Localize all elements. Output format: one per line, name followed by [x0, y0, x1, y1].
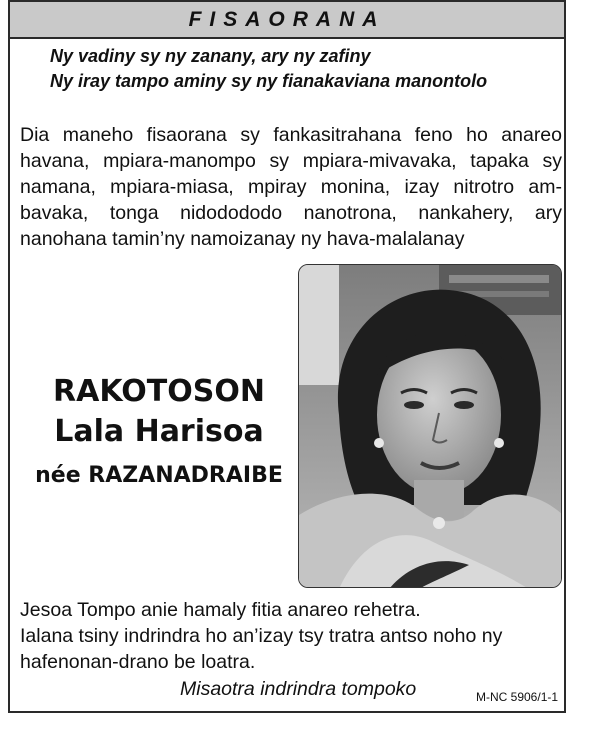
deceased-given-names: Lala Harisoa [54, 414, 264, 449]
intro-line-2: Ny iray tampo aminy sy ny fianakaviana manontolo [50, 71, 488, 91]
reference-code: M-NC 5906/1-1 [476, 690, 559, 704]
notice-title: FISAORANA [188, 7, 386, 31]
intro-line-1: Ny vadiny sy ny zanany, ary ny zafiny [50, 46, 371, 66]
thanks-paragraph: Dia maneho fisaorana sy fankasitrahana feno ho anareo havana, mpiara-manompo sy mpiara-mivavaka, tapaka sy namana, mpiara-miasa, mpiray monina, izay nitrotro am-bavaka, tonga nidodododo nanotrona, nankahery, ary nanohana tamin’ny namoizanay ny hava-malalanay [20, 124, 562, 250]
deceased-name-block [20, 372, 298, 496]
closing-line-1: Jesoa Tompo anie hamaly fitia anareo rehetra. [20, 599, 421, 621]
notice-frame [8, 0, 566, 713]
notice-header [10, 2, 564, 39]
closing-block [20, 597, 562, 675]
portrait-illustration [299, 265, 562, 588]
closing-thanks: Misaotra indrindra tompoko [180, 678, 417, 700]
deceased-surname: RAKOTOSON [53, 374, 265, 409]
closing-line-2: Ialana tsiny indrindra ho an’izay tsy tratra antso noho ny [20, 625, 503, 647]
family-intro [50, 44, 550, 94]
closing-line-3: hafenonan-drano be loatra. [20, 651, 256, 673]
portrait-photo [298, 264, 562, 588]
deceased-maiden-name: née RAZANADRAIBE [35, 463, 283, 488]
